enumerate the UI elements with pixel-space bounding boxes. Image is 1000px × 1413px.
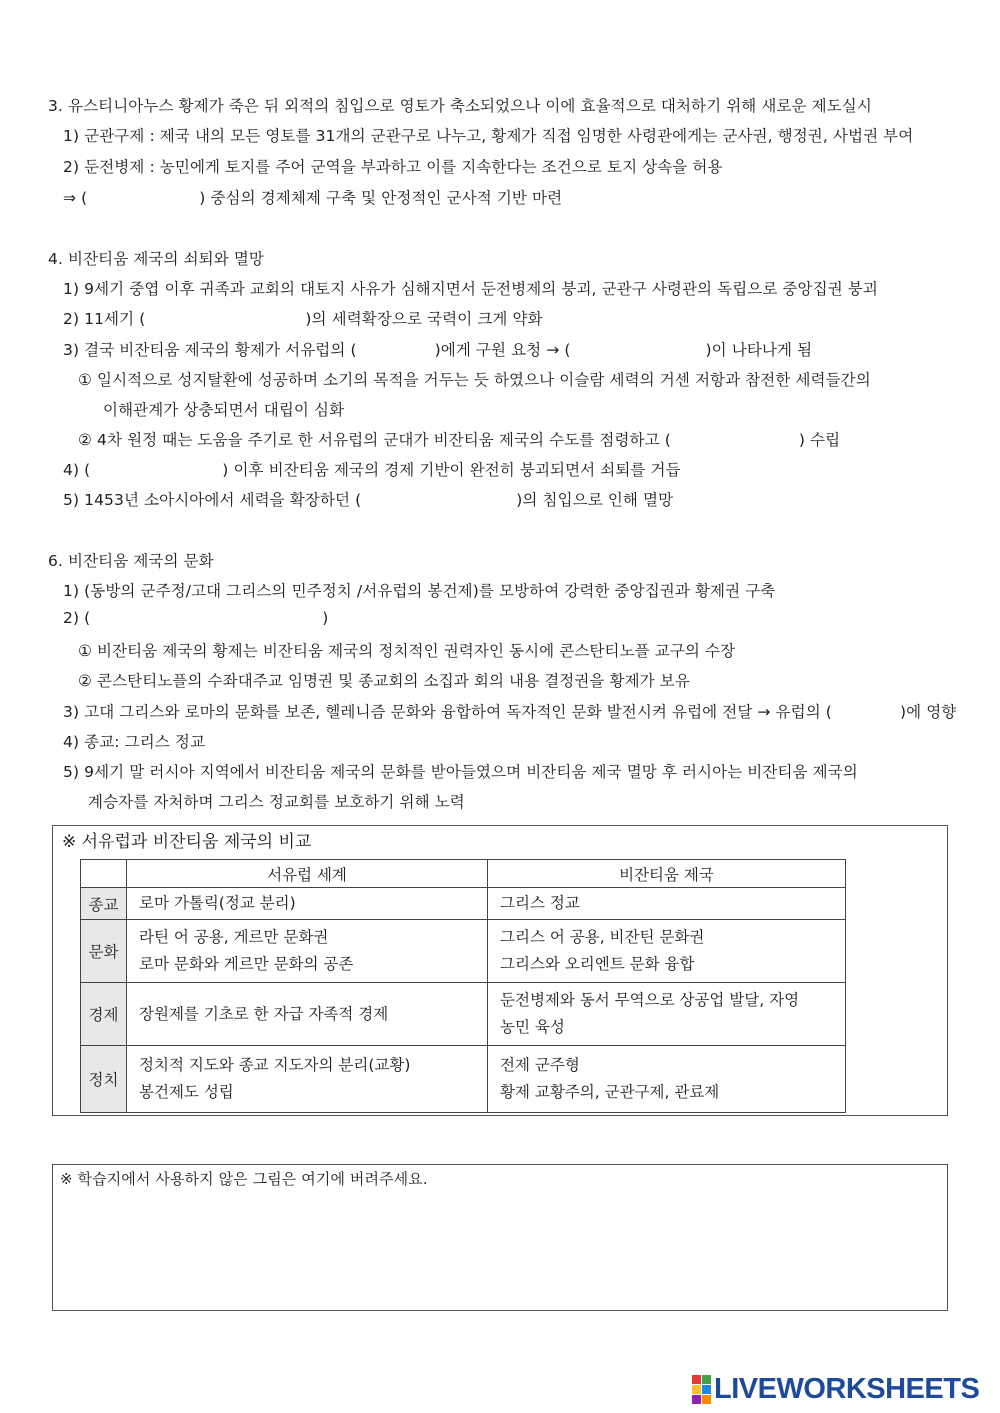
liveworksheets-logo[interactable] xyxy=(692,1373,979,1405)
cell-text: 그리스 어 공용, 비잔틴 문화권 xyxy=(500,928,705,946)
section6-item3 xyxy=(63,700,956,722)
table-row xyxy=(81,983,846,1046)
header-byzantine: 비잔티움 제국 xyxy=(488,860,846,888)
section4-sub2 xyxy=(78,428,840,450)
cell-byz xyxy=(488,1046,846,1113)
text: )이 나타나게 됨 xyxy=(705,341,813,359)
text: 2) 11세기 ( xyxy=(63,310,146,328)
cell-text: 둔전병제와 동서 무역으로 상공업 발달, 자영 xyxy=(500,991,800,1009)
text: ) xyxy=(322,609,329,627)
cell-west xyxy=(127,888,488,920)
text: ) 중심의 경제체제 구축 및 안정적인 군사적 기반 마련 xyxy=(199,189,563,207)
section4-title: 4. 비잔티움 제국의 쇠퇴와 멸망 xyxy=(48,250,264,268)
cell-text: 전제 군주형 xyxy=(500,1056,580,1074)
text: 3) 결국 비잔티움 제국의 황제가 서유럽의 ( xyxy=(63,341,357,359)
text: 2) ( xyxy=(63,609,91,627)
row-head-economy: 경제 xyxy=(81,983,127,1046)
row-head-politics: 정치 xyxy=(81,1046,127,1113)
header-west: 서유럽 세계 xyxy=(127,860,488,888)
section6-item5-line2: 계승자를 자처하며 그리스 정교회를 보호하기 위해 노력 xyxy=(88,793,465,811)
text: ) 이후 비잔티움 제국의 경제 기반이 완전히 붕괴되면서 쇠퇴를 거듭 xyxy=(222,461,681,479)
text: 5) 1453년 소아시아에서 세력을 확장하던 ( xyxy=(63,491,362,509)
corner-cell xyxy=(81,860,127,888)
section3-conclusion xyxy=(63,186,562,208)
section6-item5-line1: 5) 9세기 말 러시아 지역에서 비잔티움 제국의 문화를 받아들였으며 비잔티움 제국 멸망 후 러시아는 비잔티움 제국의 xyxy=(63,763,858,781)
section6-sub2: ② 콘스탄티노플의 수좌대주교 임명권 및 종교회의 소집과 회의 내용 결정권을 황제가 보유 xyxy=(78,672,690,690)
cell-west xyxy=(127,1046,488,1113)
section6-item4: 4) 종교: 그리스 정교 xyxy=(63,733,206,751)
cell-byz xyxy=(488,888,846,920)
row-head-culture: 문화 xyxy=(81,920,127,983)
text: ② 4차 원정 때는 도움을 주기로 한 서유럽의 군대가 비잔티움 제국의 수도를 점령하고 ( xyxy=(78,431,671,449)
discard-box-label: ※ 학습지에서 사용하지 않은 그림은 여기에 버려주세요. xyxy=(60,1170,428,1188)
logo-blocks-icon xyxy=(692,1375,711,1404)
section6-item1: 1) (동방의 군주정/고대 그리스의 민주정치 /서유럽의 봉건제)를 모방하여 강력한 중앙집권과 황제권 구축 xyxy=(63,582,776,600)
text: )에 영향 xyxy=(899,703,957,721)
section3-item1: 1) 군관구제 : 제국 내의 모든 영토를 31개의 군관구로 나누고, 황제가 직접 임명한 사령관에게는 군사권, 행정권, 사법권 부여 xyxy=(63,127,914,145)
table-header-row xyxy=(81,860,846,888)
text: )의 침입으로 인해 멸망 xyxy=(516,491,674,509)
section6-title: 6. 비잔티움 제국의 문화 xyxy=(48,552,214,570)
comparison-title: ※ 서유럽과 비잔티움 제국의 비교 xyxy=(62,832,312,852)
cell-text: 장원제를 기초로 한 자급 자족적 경제 xyxy=(139,1004,389,1023)
section3-title: 3. 유스티니아누스 황제가 죽은 뒤 외적의 침입으로 영토가 축소되었으나 이에 효율적으로 대처하기 위해 새로운 제도실시 xyxy=(48,97,872,115)
section4-item3 xyxy=(63,338,812,360)
cell-text: 라틴 어 공용, 게르만 문화권 xyxy=(139,928,329,946)
section6-sub1: ① 비잔티움 제국의 황제는 비잔티움 제국의 정치적인 권력자인 동시에 콘스탄티노플 교구의 수장 xyxy=(78,642,736,660)
cell-byz xyxy=(488,983,846,1046)
cell-west xyxy=(127,920,488,983)
text: 4) ( xyxy=(63,461,91,479)
cell-text: 로마 문화와 게르만 문화의 공존 xyxy=(139,955,354,973)
table-row xyxy=(81,920,846,983)
comparison-table xyxy=(80,859,846,1113)
cell-text: 정치적 지도와 종교 지도자의 분리(교황) xyxy=(139,1056,411,1074)
text: ) 수립 xyxy=(798,431,841,449)
cell-text: 농민 육성 xyxy=(500,1018,565,1036)
text: )의 세력확장으로 국력이 크게 약화 xyxy=(305,310,543,328)
text: )에게 구원 요청 → ( xyxy=(434,341,571,359)
cell-text: 황제 교황주의, 군관구제, 관료제 xyxy=(500,1083,720,1101)
logo-text: LIVEWORKSHEETS xyxy=(714,1372,980,1405)
text: 3) 고대 그리스와 로마의 문화를 보존, 헬레니즘 문화와 융합하여 독자적인 문화 발전시켜 유럽에 전달 → 유럽의 ( xyxy=(63,703,832,721)
section6-item2 xyxy=(63,609,328,627)
table-row xyxy=(81,1046,846,1113)
section4-item5 xyxy=(63,488,673,510)
cell-byz xyxy=(488,920,846,983)
section3-item2: 2) 둔전병제 : 농민에게 토지를 주어 군역을 부과하고 이를 지속한다는 조건으로 토지 상속을 허용 xyxy=(63,158,723,176)
cell-text: 로마 가톨릭(정교 분리) xyxy=(139,894,296,912)
text: ⇒ ( xyxy=(63,189,88,207)
cell-west xyxy=(127,983,488,1046)
row-head-religion: 종교 xyxy=(81,888,127,920)
cell-text: 그리스와 오리엔트 문화 융합 xyxy=(500,955,695,973)
section4-item2 xyxy=(63,307,543,329)
table-row xyxy=(81,888,846,920)
cell-text: 봉건제도 성립 xyxy=(139,1083,234,1101)
section4-sub1-line2: 이해관계가 상충되면서 대립이 심화 xyxy=(103,401,345,419)
cell-text: 그리스 정교 xyxy=(500,894,580,912)
section4-item1: 1) 9세기 중엽 이후 귀족과 교회의 대토지 사유가 심해지면서 둔전병제의 붕괴, 군관구 사령관의 독립으로 중앙집권 붕괴 xyxy=(63,280,878,298)
section4-sub1-line1: ① 일시적으로 성지탈환에 성공하며 소기의 목적을 거두는 듯 하였으나 이슬람 세력의 거센 저항과 참전한 세력들간의 xyxy=(78,371,871,389)
section4-item4 xyxy=(63,458,681,480)
